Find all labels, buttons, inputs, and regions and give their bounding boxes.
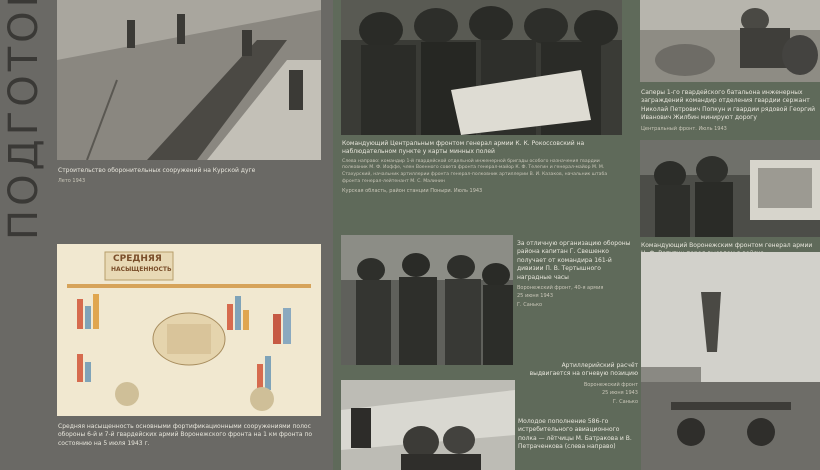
photo2-caption: Командующий Центральным фронтом генерал армии К. К. Рокоссовский на наблюдательном пункте у карты минных полей <box>342 140 585 156</box>
photo1-date: Лето 1943 <box>58 178 86 185</box>
photo1-caption: Строительство оборонительных сооружений на Курской дуге <box>58 167 256 174</box>
sappers-mining-road-photo <box>640 0 820 82</box>
vatutin-departure-photo <box>640 140 820 237</box>
section-vertical-title <box>4 200 244 240</box>
poster-title-line1: СРЕДНЯЯ <box>113 254 162 264</box>
women-pilots-photo <box>341 380 515 470</box>
photo3-caption-block <box>641 89 819 133</box>
photo5-caption-block <box>517 240 635 309</box>
award-ceremony-photo <box>341 235 513 365</box>
photo3-date: Центральный фронт. Июль 1943 <box>641 125 727 132</box>
photo6-caption: Артиллерийский расчёт выдвигается на огневую позицию <box>529 362 638 378</box>
photo7-caption-block <box>518 418 636 452</box>
photo5-meta: Воронежский фронт, 40-я армия 25 июня 1943 Г. Санько <box>517 285 604 308</box>
photo4-caption: Командующий Воронежским фронтом генерал армии <box>641 242 813 249</box>
poster-caption-block <box>58 423 320 448</box>
fortification-saturation-poster <box>57 244 321 416</box>
poster-caption: Средняя насыщенность основными фортификационными сооружениями полос обороны 6-й и 7-й гвардейских армий Воронежского фронта на 1 км фронта по состоянию на 5 июля 1943 г. <box>58 423 313 447</box>
photo3-caption: Саперы 1-го гвардейского батальона инженерных заграждений командир отделения гвардии сержант Николай Петрович Попкун и гвардии рядовой Георгий Иванович Жилбин минируют дорогу <box>641 89 816 122</box>
photo2-detail: Слева направо: командир 1-й гвардейской отдельной инженерной бригады особого назначения гвардии полковник М. Ф. Иоффе, член Военного совета фронта генерал-майор К. Ф. Телегин и генерал-майор М. М. Стахурский, начальник артиллерии фронта генерал-полковник артиллерии В. И. Казаков, начальник штаба фронта генерал-лейтенант М. С. Малинин <box>342 158 608 184</box>
photo1-caption-block <box>58 167 320 186</box>
artillery-crew-photo <box>641 252 820 470</box>
photo2-date: Курская область, район станции Поныри. Июль 1943 <box>342 188 483 195</box>
rokossovsky-map-photo <box>341 0 622 135</box>
photo2-caption-block <box>342 140 624 196</box>
photo5-caption: За отличную организацию обороны района капитан Г. Свешенко получает от командира 161-й дивизии П. В. Тертышного наградные часы <box>517 240 631 281</box>
photo6-meta: Воронежский фронт 25 июня 1943 Г. Санько <box>583 381 638 405</box>
trench-construction-photo <box>57 0 321 160</box>
photo6-caption-block <box>520 362 638 406</box>
photo7-caption: Молодое пополнение 586-го истребительного авиационного полка — лётчицы М. Батракова и В. Петраченкова (слева направо) <box>518 418 632 451</box>
poster-title-line2: НАСЫЩЕННОСТЬ <box>111 266 172 273</box>
